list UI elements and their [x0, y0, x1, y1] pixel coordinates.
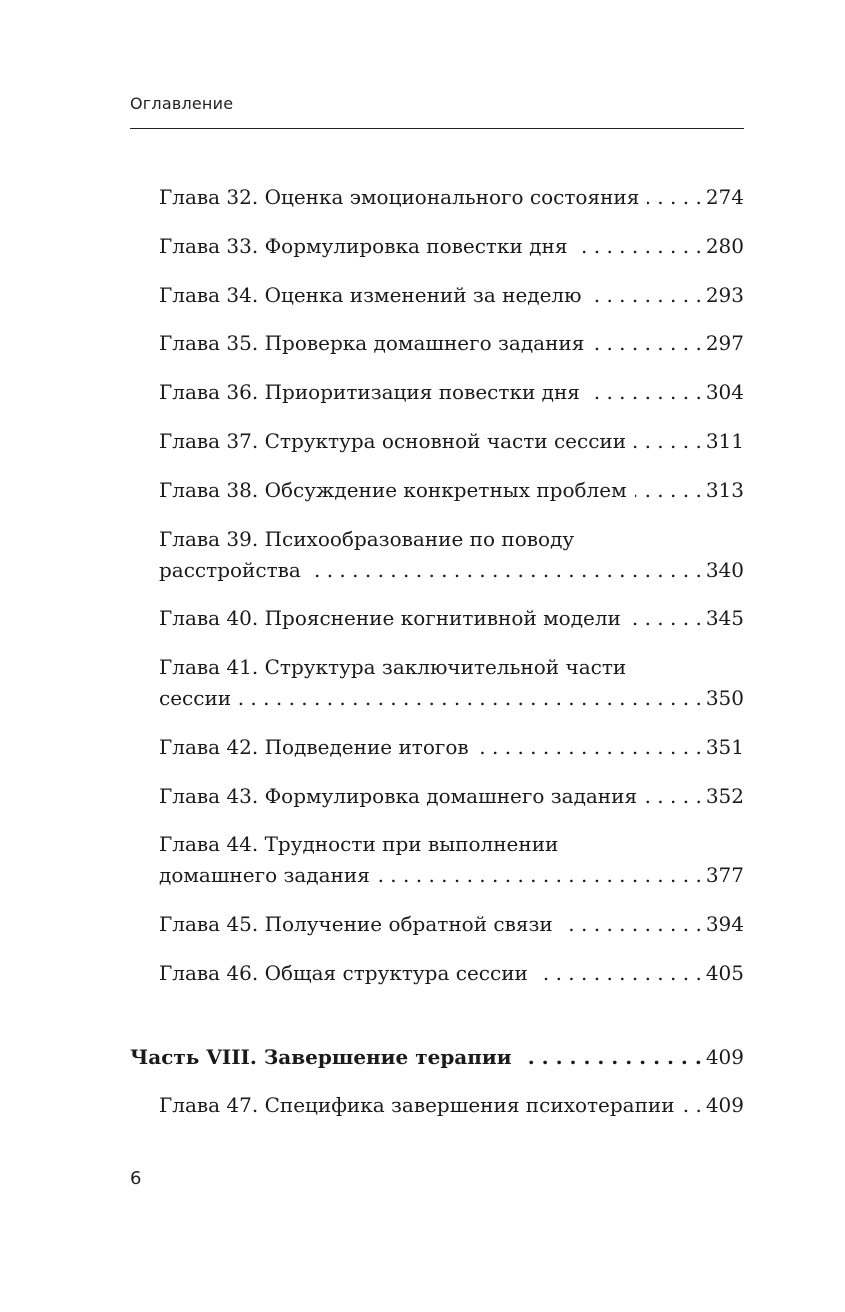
toc-entry-title: Глава 37. Структура основной части сессии	[159, 429, 627, 453]
toc-entry-title: Глава 35. Проверка домашнего задания	[159, 331, 585, 355]
toc-entry-page: 274	[705, 185, 744, 209]
dot-leader	[378, 860, 702, 891]
dot-leader	[683, 1090, 702, 1121]
toc-entry-title-line2: домашнего задания	[159, 863, 370, 887]
toc-entry-title-line2: расстройства	[159, 558, 301, 582]
toc-entry-chapter-34	[159, 280, 744, 311]
toc-entry-chapter-43	[159, 781, 744, 812]
toc-entry-chapter-46	[159, 958, 744, 989]
dot-leader	[647, 182, 701, 213]
toc-entry-page: 313	[705, 478, 744, 502]
toc-entry-title: Глава 33. Формулировка повестки дня	[159, 234, 568, 258]
dot-leader	[536, 958, 702, 989]
toc-entry-chapter-44	[159, 829, 744, 891]
toc-entry-title-line1: Глава 44. Трудности при выполнении	[159, 832, 559, 856]
toc-entry-title: Глава 43. Формулировка домашнего задания	[159, 784, 638, 808]
toc-entry-title: Глава 34. Оценка изменений за неделю	[159, 283, 582, 307]
toc-entry-chapter-42	[159, 732, 744, 763]
toc-entry-title-line1: Глава 39. Психообразование по поводу	[159, 527, 575, 551]
toc-entry-chapter-38	[159, 475, 744, 506]
toc-entry-page: 352	[705, 784, 744, 808]
dot-leader	[645, 781, 702, 812]
toc-entry-title: Глава 38. Обсуждение конкретных проблем	[159, 478, 627, 502]
toc-entry-title: Глава 42. Подведение итогов	[159, 735, 469, 759]
toc-entry-page: 405	[705, 961, 744, 985]
toc-entry-chapter-37	[159, 426, 744, 457]
toc-entry-page: 409	[705, 1045, 744, 1069]
dot-leader	[477, 732, 702, 763]
toc-entry-chapter-35	[159, 328, 744, 359]
toc-entry-page: 377	[705, 863, 744, 887]
toc-entry-page: 297	[705, 331, 744, 355]
toc-entry-title-line1: Глава 41. Структура заключительной части	[159, 655, 627, 679]
toc-entry-page: 280	[705, 234, 744, 258]
dot-leader	[629, 603, 702, 634]
running-head: Оглавление	[130, 94, 234, 113]
toc-entry-chapter-41	[159, 652, 744, 714]
toc-entry-page: 311	[705, 429, 744, 453]
toc-entry-page: 409	[705, 1093, 744, 1117]
toc-entry-page: 394	[705, 912, 744, 936]
toc-entry-title-line2: сессии	[159, 686, 232, 710]
toc-entry-title: Глава 36. Приоритизация повестки дня	[159, 380, 580, 404]
toc-entry-page: 293	[705, 283, 744, 307]
toc-entry-chapter-36	[159, 377, 744, 408]
dot-leader	[520, 1042, 702, 1073]
toc-entry-page: 345	[705, 606, 744, 630]
toc-entry-page: 340	[705, 558, 744, 582]
toc-entry-title: Глава 45. Получение обратной связи	[159, 912, 553, 936]
toc-entry-chapter-39	[159, 524, 744, 586]
dot-leader	[561, 909, 702, 940]
dot-leader	[634, 426, 702, 457]
header-rule	[130, 128, 744, 129]
toc-entry-title: Глава 46. Общая структура сессии	[159, 961, 528, 985]
toc-entry-page: 304	[705, 380, 744, 404]
toc-entry-page: 350	[705, 686, 744, 710]
toc-part-title: Часть VIII. Завершение терапии	[130, 1045, 512, 1069]
toc-entry-chapter-32	[159, 182, 744, 213]
toc-entry-title: Глава 40. Прояснение когнитивной модели	[159, 606, 621, 630]
toc-entry-chapter-40	[159, 603, 744, 634]
toc-entry-title: Глава 47. Специфика завершения психотерапии	[159, 1093, 675, 1117]
dot-leader	[592, 328, 701, 359]
dot-leader	[590, 280, 702, 311]
toc-entry-title: Глава 32. Оценка эмоционального состояния	[159, 185, 640, 209]
toc-entry-part-8	[130, 1042, 744, 1073]
toc-entry-page: 351	[705, 735, 744, 759]
dot-leader	[575, 231, 701, 262]
dot-leader	[588, 377, 702, 408]
page-number: 6	[130, 1168, 142, 1189]
toc-entry-chapter-45	[159, 909, 744, 940]
dot-leader	[239, 683, 702, 714]
toc-entry-chapter-47	[159, 1090, 744, 1121]
dot-leader	[309, 555, 702, 586]
toc-entry-chapter-33	[159, 231, 744, 262]
dot-leader	[635, 475, 702, 506]
